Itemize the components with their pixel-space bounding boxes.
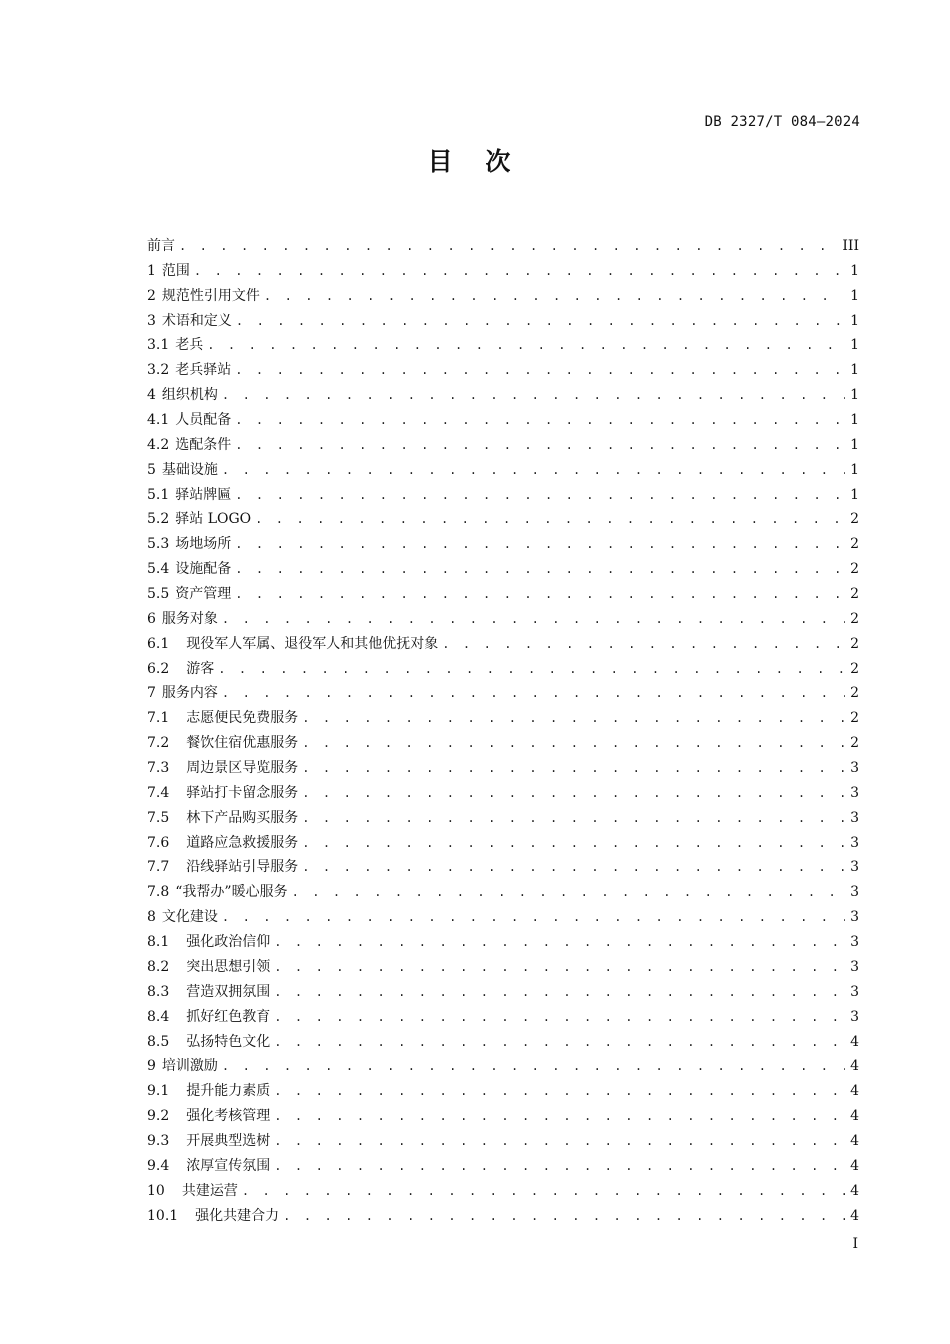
toc-leader-dots <box>292 880 845 905</box>
toc-entry-title: 资产管理 <box>175 586 232 603</box>
toc-entry[interactable] <box>147 980 859 1005</box>
toc-entry-page: 2 <box>850 536 859 553</box>
toc-entry-title: 林下产品购买服务 <box>186 809 299 826</box>
toc-entry[interactable] <box>147 1079 859 1104</box>
toc-entry-title: 文化建设 <box>161 909 218 926</box>
toc-entry[interactable] <box>147 309 859 334</box>
toc-entry-number: 10 <box>147 1182 165 1199</box>
toc-entry[interactable] <box>147 383 859 408</box>
toc-leader-dots <box>242 1179 845 1204</box>
toc-leader-dots <box>274 1079 845 1104</box>
toc-entry-page: 3 <box>850 859 859 876</box>
toc-entry-title: 强化考核管理 <box>186 1108 271 1125</box>
toc-entry-page: 3 <box>850 834 859 851</box>
toc-entry[interactable] <box>147 1054 859 1079</box>
toc-entry-number: 7.3 <box>147 760 170 777</box>
toc-leader-dots <box>274 1129 845 1154</box>
toc-entry-title: 服务对象 <box>161 610 218 627</box>
toc-entry-number: 10.1 <box>147 1207 179 1224</box>
toc-entry[interactable] <box>147 408 859 433</box>
toc-entry-page: 1 <box>850 262 859 279</box>
toc-entry-page: 1 <box>850 486 859 503</box>
toc-entry-number: 3.1 <box>147 337 170 354</box>
toc-entry-title: 术语和定义 <box>161 312 232 329</box>
toc-leader-dots <box>274 1030 845 1055</box>
toc-entry-title: 服务内容 <box>161 685 218 702</box>
toc-entry-number: 3.2 <box>147 362 170 379</box>
toc-entry-title: 驿站打卡留念服务 <box>186 784 299 801</box>
toc-leader-dots <box>222 458 845 483</box>
toc-entry-page: 4 <box>850 1182 859 1199</box>
toc-entry-title: 突出思想引领 <box>186 958 271 975</box>
toc-entry[interactable] <box>147 1129 859 1154</box>
toc-entry-page: 1 <box>850 461 859 478</box>
toc-title: 目 次 <box>427 147 523 176</box>
toc-entry-title: 营造双拥氛围 <box>186 983 271 1000</box>
toc-entry-number: 5.5 <box>147 586 170 603</box>
toc-entry[interactable] <box>147 1154 859 1179</box>
toc-entry-number: 5.4 <box>147 561 170 578</box>
toc-entry-page: 2 <box>850 586 859 603</box>
toc-entry-number: 9.4 <box>147 1157 170 1174</box>
toc-leader-dots <box>235 433 845 458</box>
toc-entry[interactable] <box>147 259 859 284</box>
toc-entry-page: 3 <box>850 760 859 777</box>
toc-entry-title: 人员配备 <box>175 412 232 429</box>
toc-entry-page: 3 <box>850 884 859 901</box>
toc-leader-dots <box>235 557 845 582</box>
toc-entry[interactable] <box>147 1030 859 1055</box>
toc-leader-dots <box>194 259 845 284</box>
toc-leader-dots <box>235 582 845 607</box>
document-code: DB 2327/T 084—2024 <box>704 114 860 130</box>
toc-entry[interactable] <box>147 284 859 309</box>
toc-entry[interactable] <box>147 681 859 706</box>
toc-entry-number: 8.4 <box>147 1008 170 1025</box>
toc-entry[interactable] <box>147 855 859 880</box>
toc-entry-title: 现役军人军属、退役军人和其他优抚对象 <box>186 635 439 652</box>
toc-entry-title: 浓厚宣传氛围 <box>186 1157 271 1174</box>
toc-entry-title: 周边景区导览服务 <box>186 760 299 777</box>
toc-leader-dots <box>302 855 845 880</box>
toc-entry-page: 1 <box>850 287 859 304</box>
toc-entry-number: 5.1 <box>147 486 170 503</box>
toc-entry-title: 志愿便民免费服务 <box>186 710 299 727</box>
toc-entry-title: “我帮办”暖心服务 <box>175 884 288 901</box>
toc-entry-number: 7.7 <box>147 859 170 876</box>
toc-leader-dots <box>442 632 845 657</box>
toc-entry[interactable] <box>147 905 859 930</box>
toc-entry-number: 8.5 <box>147 1033 170 1050</box>
toc-entry-page: III <box>842 238 859 254</box>
toc-entry-number: 7.8 <box>147 884 170 901</box>
toc-leader-dots <box>222 383 845 408</box>
toc-entry[interactable] <box>147 806 859 831</box>
toc-entry-title: 沿线驿站引导服务 <box>186 859 299 876</box>
toc-entry[interactable] <box>147 333 859 358</box>
toc-entry-page: 1 <box>850 387 859 404</box>
toc-entry-page: 4 <box>850 1108 859 1125</box>
toc-entry-title: 范围 <box>161 262 190 279</box>
toc-entry-page: 3 <box>850 909 859 926</box>
toc-entry-page: 2 <box>850 610 859 627</box>
toc-entry-number: 5 <box>147 461 156 478</box>
toc-entry[interactable] <box>147 880 859 905</box>
toc-entry-page: 2 <box>850 635 859 652</box>
toc-entry[interactable] <box>147 532 859 557</box>
toc-entry-number: 7.6 <box>147 834 170 851</box>
toc-entry-page: 1 <box>850 362 859 379</box>
toc-entry-title: 前言 <box>147 238 175 254</box>
toc-entry-page: 2 <box>850 511 859 528</box>
toc-entry-page: 4 <box>850 1058 859 1075</box>
toc-entry-number: 6.1 <box>147 635 170 652</box>
toc-leader-dots <box>264 284 845 309</box>
toc-entry-number: 7 <box>147 685 156 702</box>
toc-entry-title: 规范性引用文件 <box>161 287 260 304</box>
toc-entry-title: 开展典型选树 <box>186 1132 271 1149</box>
toc-leader-dots <box>274 955 845 980</box>
toc-entry[interactable] <box>147 483 859 508</box>
toc-leader-dots <box>222 905 845 930</box>
toc-entry-number: 4.1 <box>147 412 170 429</box>
toc-entry-number: 1 <box>147 262 156 279</box>
toc-entry-number: 5.3 <box>147 536 170 553</box>
toc-leader-dots <box>302 781 845 806</box>
toc-leader-dots <box>274 980 845 1005</box>
toc-entry-title: 驿站牌匾 <box>175 486 232 503</box>
toc-entry-title: 共建运营 <box>181 1182 238 1199</box>
toc-leader-dots <box>274 930 845 955</box>
toc-entry[interactable] <box>147 582 859 607</box>
toc-entry[interactable] <box>147 781 859 806</box>
toc-leader-dots <box>235 358 845 383</box>
toc-entry[interactable] <box>147 831 859 856</box>
toc-leader-dots <box>274 1154 845 1179</box>
toc-leader-dots <box>235 408 845 433</box>
toc-leader-dots <box>302 756 845 781</box>
toc-leader-dots <box>222 681 845 706</box>
toc-entry[interactable] <box>147 632 859 657</box>
toc-entry-page: 4 <box>850 1033 859 1050</box>
toc-entry-title: 老兵驿站 <box>175 362 232 379</box>
toc-entry[interactable] <box>147 433 859 458</box>
toc-entry-number: 3 <box>147 312 156 329</box>
toc-entry[interactable] <box>147 1104 859 1129</box>
toc-entry-number: 5.2 <box>147 511 170 528</box>
toc-entry[interactable] <box>147 234 859 259</box>
toc-entry[interactable] <box>147 756 859 781</box>
toc-entry-title: 道路应急救援服务 <box>186 834 299 851</box>
toc-leader-dots <box>302 831 845 856</box>
toc-entry-number: 2 <box>147 287 156 304</box>
toc-entry-number: 8 <box>147 909 156 926</box>
toc-entry-page: 2 <box>850 685 859 702</box>
toc-entry[interactable] <box>147 1204 859 1229</box>
toc-entry-page: 3 <box>850 1008 859 1025</box>
toc-entry-title: 餐饮住宿优惠服务 <box>186 735 299 752</box>
toc-entry-number: 4 <box>147 387 156 404</box>
toc-entry-title: 设施配备 <box>175 561 232 578</box>
toc-entry-number: 7.1 <box>147 710 170 727</box>
toc-entry-title: 选配条件 <box>175 436 232 453</box>
toc-leader-dots <box>235 483 845 508</box>
toc-leader-dots <box>274 1005 845 1030</box>
toc-entry-title: 基础设施 <box>161 461 218 478</box>
toc-entry-page: 2 <box>850 735 859 752</box>
toc-entry-number: 9.2 <box>147 1108 170 1125</box>
toc-entry[interactable] <box>147 507 859 532</box>
toc-leader-dots <box>235 532 845 557</box>
toc-entry-number: 6.2 <box>147 660 170 677</box>
toc-entry-page: 4 <box>850 1132 859 1149</box>
table-of-contents <box>147 234 859 1228</box>
toc-entry-page: 1 <box>850 312 859 329</box>
toc-leader-dots <box>222 1054 845 1079</box>
toc-leader-dots <box>255 507 845 532</box>
toc-entry-number: 8.1 <box>147 934 170 951</box>
toc-entry-page: 1 <box>850 436 859 453</box>
toc-leader-dots <box>222 607 845 632</box>
toc-leader-dots <box>218 657 845 682</box>
toc-entry-title: 强化政治信仰 <box>186 934 271 951</box>
toc-entry-title: 老兵 <box>175 337 204 354</box>
toc-leader-dots <box>236 309 845 334</box>
toc-entry[interactable] <box>147 607 859 632</box>
toc-entry-title: 驿站 LOGO <box>175 511 252 528</box>
toc-leader-dots <box>302 706 845 731</box>
toc-entry-title: 场地场所 <box>175 536 232 553</box>
toc-entry-title: 强化共建合力 <box>195 1207 280 1224</box>
toc-entry-page: 3 <box>850 983 859 1000</box>
toc-entry[interactable] <box>147 706 859 731</box>
toc-entry-number: 8.2 <box>147 958 170 975</box>
toc-entry-title: 提升能力素质 <box>186 1083 271 1100</box>
toc-leader-dots <box>283 1204 845 1229</box>
toc-entry[interactable] <box>147 557 859 582</box>
toc-entry-title: 弘扬特色文化 <box>186 1033 271 1050</box>
toc-entry-page: 4 <box>850 1157 859 1174</box>
toc-entry-page: 2 <box>850 710 859 727</box>
toc-entry-page: 4 <box>850 1207 859 1224</box>
toc-entry-number: 7.2 <box>147 735 170 752</box>
toc-entry-page: 3 <box>850 784 859 801</box>
toc-entry-page: 4 <box>850 1083 859 1100</box>
toc-entry[interactable] <box>147 731 859 756</box>
page-number: I <box>852 1236 858 1252</box>
toc-entry-number: 4.2 <box>147 436 170 453</box>
toc-leader-dots <box>207 333 845 358</box>
toc-leader-dots <box>274 1104 845 1129</box>
toc-entry-number: 8.3 <box>147 983 170 1000</box>
toc-entry-number: 9 <box>147 1058 156 1075</box>
toc-entry[interactable] <box>147 955 859 980</box>
toc-entry-title: 抓好红色教育 <box>186 1008 271 1025</box>
toc-entry-page: 2 <box>850 660 859 677</box>
toc-entry[interactable] <box>147 1179 859 1204</box>
toc-entry-page: 3 <box>850 809 859 826</box>
toc-entry[interactable] <box>147 458 859 483</box>
toc-entry-title: 组织机构 <box>161 387 218 404</box>
toc-leader-dots <box>302 731 845 756</box>
toc-entry-number: 9.3 <box>147 1132 170 1149</box>
toc-entry-page: 1 <box>850 412 859 429</box>
toc-entry[interactable] <box>147 657 859 682</box>
toc-entry-number: 7.4 <box>147 784 170 801</box>
toc-entry-page: 3 <box>850 934 859 951</box>
toc-leader-dots <box>302 806 845 831</box>
toc-entry[interactable] <box>147 1005 859 1030</box>
toc-entry-page: 3 <box>850 958 859 975</box>
toc-entry-title: 游客 <box>186 660 215 677</box>
toc-entry-title: 培训激励 <box>161 1058 218 1075</box>
toc-leader-dots <box>179 234 838 259</box>
toc-entry[interactable] <box>147 358 859 383</box>
toc-entry-page: 1 <box>850 337 859 354</box>
toc-entry-number: 7.5 <box>147 809 170 826</box>
toc-entry-number: 9.1 <box>147 1083 170 1100</box>
toc-entry-number: 6 <box>147 610 156 627</box>
toc-entry[interactable] <box>147 930 859 955</box>
toc-entry-page: 2 <box>850 561 859 578</box>
